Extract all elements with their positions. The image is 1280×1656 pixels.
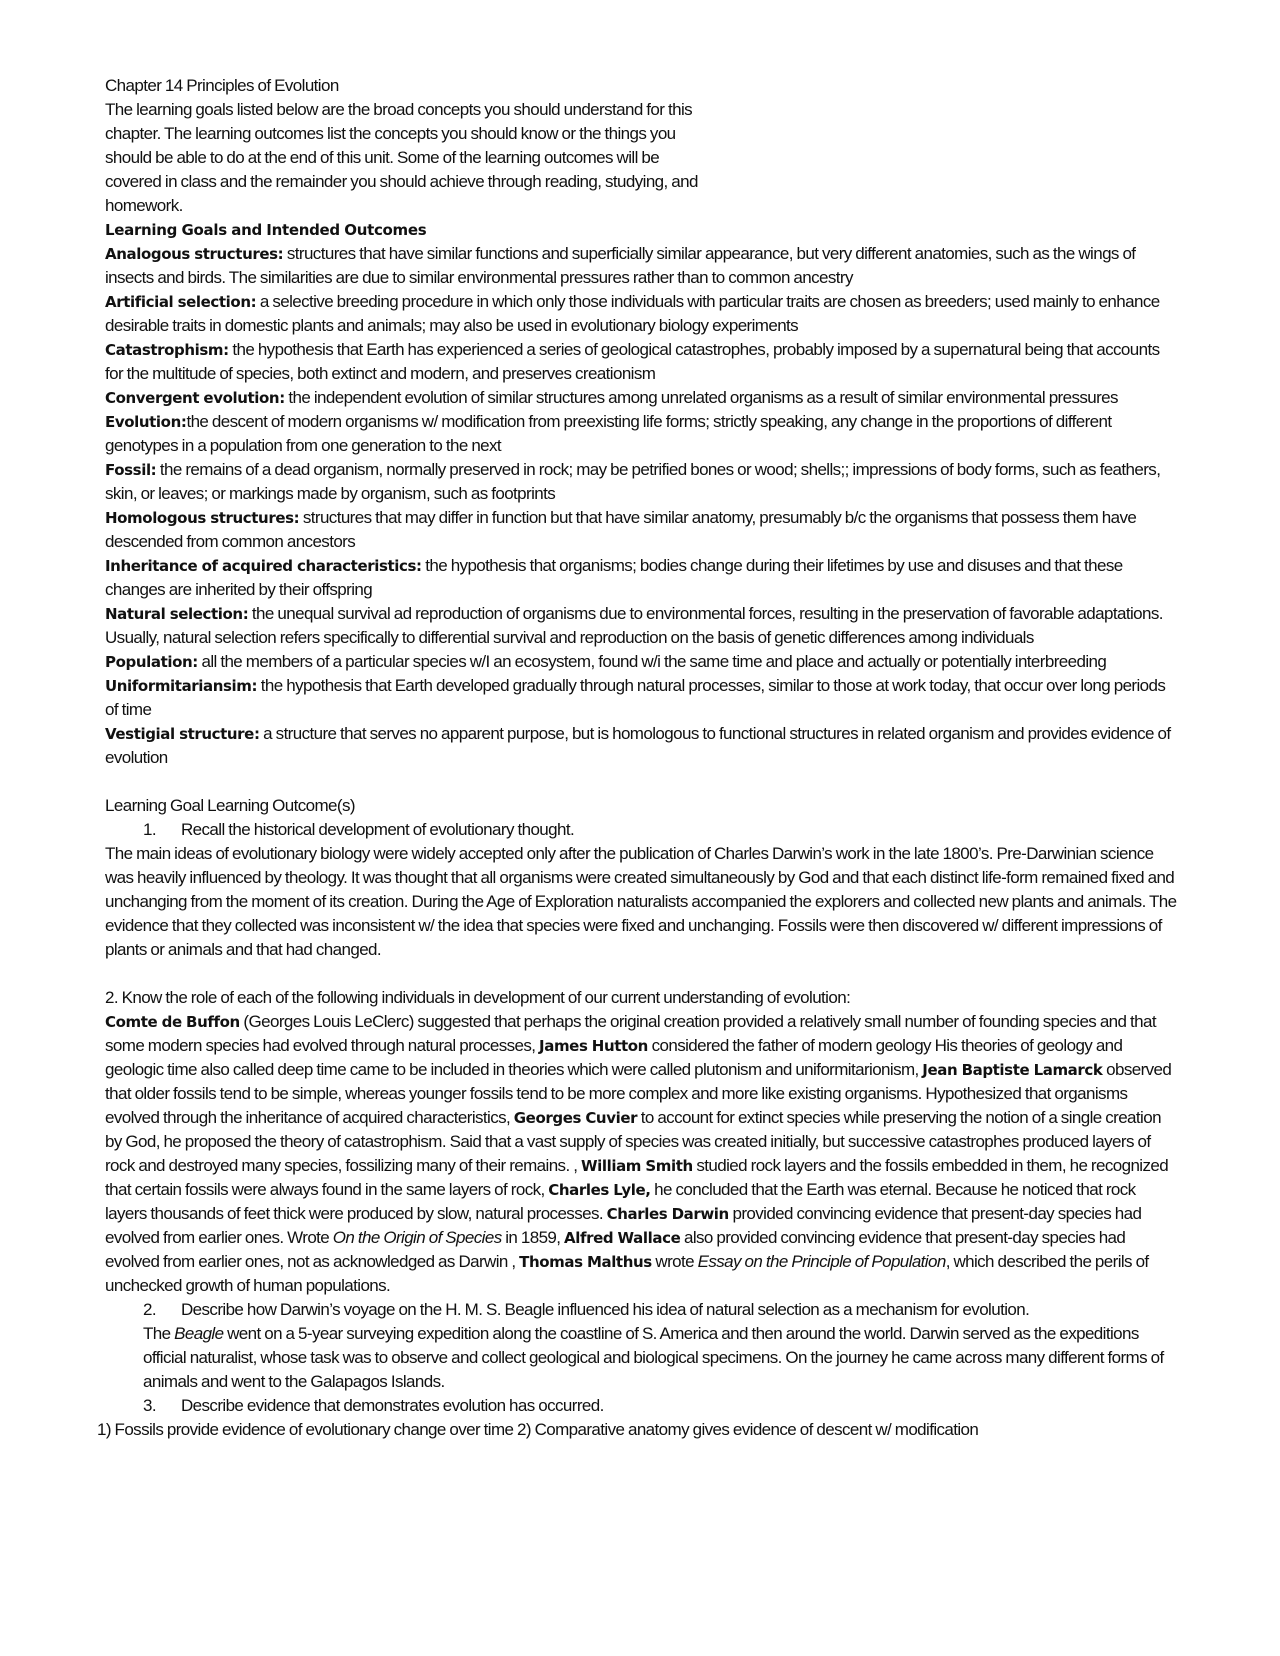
glossary-entry: [105, 458, 1180, 506]
glossary-term: Vestigial structure:: [105, 725, 260, 743]
person-name: Thomas Malthus: [519, 1253, 652, 1271]
outcome-text: Describe evidence that demonstrates evolution has occurred.: [181, 1396, 604, 1415]
glossary: [105, 242, 1180, 770]
glossary-definition: the descent of modern organisms w/ modification from preexisting life forms; strictly speaking, any change in the proportions of different genotypes in a population from one generation to the next: [105, 412, 1112, 455]
person-description: to account for extinct species while preserving the notion of a single creation by God, he proposed the theory of catastrophism. Said that a vast supply of species was created initially, but successive catastrophes produced layers of rock and destroyed many species, fossilizing many of their remains. ,: [105, 1108, 1161, 1175]
glossary-definition: the hypothesis that organisms; bodies change during their lifetimes by use and disuses and that these changes are inherited by their offspring: [105, 556, 1123, 599]
glossary-entry: [105, 410, 1180, 458]
person-name: Comte de Buffon: [105, 1013, 240, 1031]
glossary-definition: all the members of a particular species w/I an ecosystem, found w/i the same time and place and actually or potentially interbreeding: [197, 652, 1107, 671]
glossary-term: Homologous structures:: [105, 509, 300, 527]
person-description: considered the father of modern geology His theories of geology and geologic time also called deep time came to be included in theories which were called plutonism and uniformitarionism,: [105, 1036, 1123, 1079]
glossary-entry: [105, 650, 1180, 674]
outcome-2-answer: [105, 1010, 1180, 1298]
beagle-prefix: The: [143, 1324, 175, 1343]
glossary-term: Convergent evolution:: [105, 389, 285, 407]
person-name: Charles Lyle,: [548, 1181, 651, 1199]
glossary-entry: [105, 290, 1180, 338]
outcome-number: 3.: [143, 1396, 156, 1415]
glossary-entry: [105, 338, 1180, 386]
glossary-entry: [105, 674, 1180, 722]
person-name: Georges Cuvier: [513, 1109, 638, 1127]
ship-name: Beagle: [174, 1324, 224, 1343]
glossary-entry: [105, 242, 1180, 290]
outcome-2-heading: 2. Know the role of each of the following individuals in development of our current understanding of evolution:: [105, 988, 851, 1007]
glossary-term: Evolution:: [105, 413, 187, 431]
glossary-definition: structures that may differ in function but that have similar anatomy, presumably b/c the organisms that possess them have descended from common ancestors: [105, 508, 1137, 551]
glossary-definition: the hypothesis that Earth developed gradually through natural processes, similar to those at work today, that occur over long periods of time: [105, 676, 1166, 719]
glossary-definition: the independent evolution of similar structures among unrelated organisms as a result of similar environmental pressures: [284, 388, 1118, 407]
person-description: in 1859,: [501, 1228, 565, 1247]
outcome-text: Describe how Darwin’s voyage on the H. M. S. Beagle influenced his idea of natural selection as a mechanism for evolution.: [181, 1300, 1030, 1319]
intro-block: [105, 74, 705, 218]
person-description: observed that older fossils tend to be simple, whereas younger fossils tend to be more complex and more like existing organisms. Hypothesized that organisms evolved through the inheritance of acquired characteristics,: [105, 1060, 1172, 1127]
glossary-entry: [105, 554, 1180, 602]
outcomes-heading: Learning Goal Learning Outcome(s): [105, 796, 355, 815]
glossary-entry: [105, 506, 1180, 554]
glossary-definition: a selective breeding procedure in which only those individuals with particular traits are chosen as breeders; used mainly to enhance desirable traits in domestic plants and animals; may also be used in evolutionary biology experiments: [105, 292, 1160, 335]
person-description: also provided convincing evidence that present-day species had evolved from earlier ones, not as acknowledged as Darwin ,: [105, 1228, 1126, 1271]
outcome-number: 1.: [143, 820, 156, 839]
person-description: , which described the perils of unchecked growth of human populations.: [105, 1252, 1149, 1295]
glossary-term: Analogous structures:: [105, 245, 284, 263]
glossary-term: Inheritance of acquired characteristics:: [105, 557, 422, 575]
outcome-3-answer: 1) Fossils provide evidence of evolutionary change over time 2) Comparative anatomy gives evidence of descent w/ modification: [97, 1420, 979, 1439]
person-name: James Hutton: [539, 1037, 648, 1055]
person-description: (Georges Louis LeClerc) suggested that perhaps the original creation provided a relatively small number of founding species and that some modern species had evolved through natural processes,: [105, 1012, 1156, 1055]
glossary-term: Artificial selection:: [105, 293, 257, 311]
beagle-answer: [143, 1322, 1180, 1394]
outcome-item-2b: [143, 1298, 1180, 1322]
person-description: wrote: [651, 1252, 698, 1271]
glossary-definition: structures that have similar functions and superficially similar appearance, but very different anatomies, such as the wings of insects and birds. The similarities are due to similar environmental pressures rather than to common ancestry: [105, 244, 1136, 287]
glossary-term: Uniformitariansim:: [105, 677, 258, 695]
goals-heading: Learning Goals and Intended Outcomes: [105, 221, 427, 239]
glossary-definition: the unequal survival ad reproduction of organisms due to environmental forces, resulting in the preservation of favorable adaptations. Usually, natural selection refers specifically to differential survival and reproduction on the basis of genetic differences among individuals: [105, 604, 1163, 647]
document-page: [97, 74, 1180, 1442]
outcome-item-3: [143, 1394, 1180, 1418]
chapter-title: Chapter 14 Principles of Evolution: [105, 76, 339, 95]
glossary-definition: the remains of a dead organism, normally preserved in rock; may be petrified bones or wood; shells;; impressions of body forms, such as feathers, skin, or leaves; or markings made by organism, such as footprints: [105, 460, 1161, 503]
book-title: Essay on the Principle of Population: [697, 1252, 946, 1271]
beagle-text: went on a 5-year surveying expedition along the coastline of S. America and then around the world. Darwin served as the expeditions official naturalist, whose task was to observe and collect geological and biological specimens. On the journey he came across many different forms of animals and went to the Galapagos Islands.: [143, 1324, 1164, 1391]
glossary-term: Natural selection:: [105, 605, 249, 623]
glossary-entry: [105, 386, 1180, 410]
glossary-entry: [105, 602, 1180, 650]
person-description: provided convincing evidence that present-day species had evolved from earlier ones. Wrote: [105, 1204, 1142, 1247]
intro-paragraph: The learning goals listed below are the broad concepts you should understand for this chapter. The learning outcomes list the concepts you should know or the things you should be able to do at the end of this unit. Some of the learning outcomes will be covered in class and the remainder you should achieve through reading, studying, and homework.: [105, 100, 698, 215]
glossary-term: Catastrophism:: [105, 341, 229, 359]
person-description: studied rock layers and the fossils embedded in them, he recognized that certain fossils were always found in the same layers of rock,: [105, 1156, 1169, 1199]
glossary-term: Population:: [105, 653, 198, 671]
person-name: Jean Baptiste Lamarck: [922, 1061, 1103, 1079]
spacer: [105, 770, 1180, 794]
person-description: he concluded that the Earth was eternal. Because he noticed that rock layers thousands of feet thick were produced by slow, natural processes.: [105, 1180, 1136, 1223]
spacer: [105, 962, 1180, 986]
outcome-item-1: [143, 818, 1180, 842]
outcome-text: Recall the historical development of evolutionary thought.: [181, 820, 575, 839]
person-name: Charles Darwin: [606, 1205, 729, 1223]
glossary-term: Fossil:: [105, 461, 157, 479]
glossary-entry: [105, 722, 1180, 770]
outcome-number: 2.: [143, 1300, 156, 1319]
outcome-1-answer: The main ideas of evolutionary biology were widely accepted only after the publication of Charles Darwin’s work in the late 1800’s. Pre-Darwinian science was heavily influenced by theology. It was thought that all organisms were created simultaneously by God and that each distinct life-form remained fixed and unchanging from the moment of its creation. During the Age of Exploration naturalists accompanied the explorers and collected new plants and animals. The evidence that they collected was inconsistent w/ the idea that species were fixed and unchanging. Fossils were then discovered w/ different impressions of plants or animals and that had changed.: [105, 844, 1177, 959]
glossary-definition: the hypothesis that Earth has experienced a series of geological catastrophes, probably imposed by a supernatural being that accounts for the multitude of species, both extinct and modern, and preserves creationism: [105, 340, 1160, 383]
book-title: On the Origin of Species: [332, 1228, 502, 1247]
person-name: Alfred Wallace: [564, 1229, 681, 1247]
glossary-definition: a structure that serves no apparent purpose, but is homologous to functional structures in related organism and provides evidence of evolution: [105, 724, 1171, 767]
person-name: William Smith: [580, 1157, 693, 1175]
